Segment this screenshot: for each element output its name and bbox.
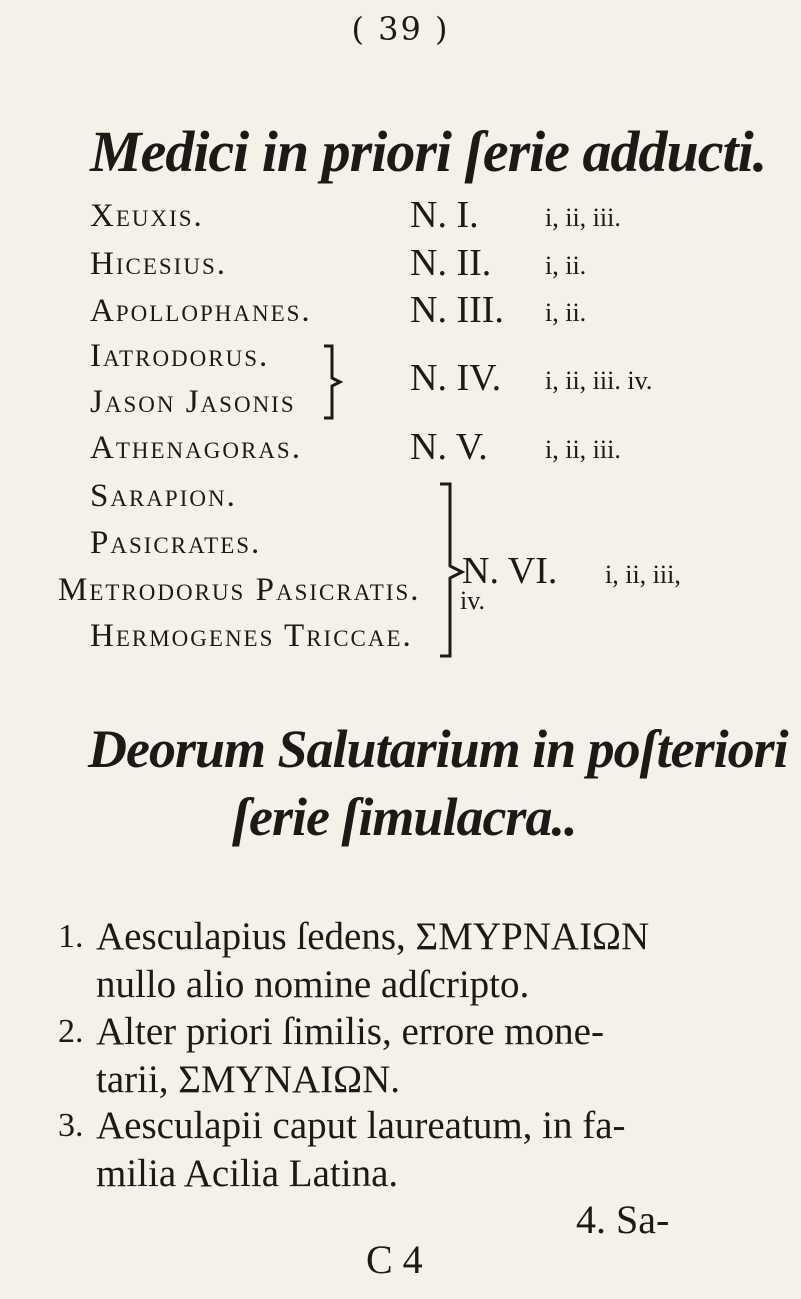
physician-name: Metrodorus Pasicratis.: [58, 572, 421, 608]
physician-name: Iatrodorus.: [90, 338, 270, 374]
coin-refs: i, ii, iii.: [545, 203, 621, 232]
physician-name: Xeuxis.: [90, 198, 204, 234]
coin-number: N. IV.: [410, 357, 502, 399]
brace-icon: [320, 342, 344, 422]
coin-number: N. I.: [410, 194, 479, 236]
physician-name: Hermogenes Triccae.: [90, 618, 413, 654]
physician-name: Sarapion.: [90, 478, 237, 514]
coin-number: N. II.: [410, 242, 492, 284]
item-text: Aesculapii caput laureatum, in fa-: [96, 1104, 626, 1147]
section-heading: Deorum Salutarium in poſteriori: [88, 719, 788, 779]
physician-name: Hicesius.: [90, 246, 227, 282]
section-heading-continued: ſerie ſimulacra..: [232, 787, 577, 847]
physician-name: Athenagoras.: [90, 430, 302, 466]
coin-number: N. VI.: [462, 550, 558, 592]
item-number: 1.: [58, 918, 84, 955]
item-number: 3.: [58, 1107, 84, 1144]
item-text: tarii, ΣΜΥΝΑΙΩΝ.: [96, 1058, 401, 1101]
physician-name: Apollophanes.: [90, 293, 312, 329]
catchword: 4. Sa-: [576, 1197, 670, 1242]
item-text: Aesculapius ſedens, ΣΜΥΡΝΑΙΩΝ: [96, 915, 650, 958]
item-text: milia Acilia Latina.: [96, 1152, 399, 1195]
coin-refs: i, ii.: [545, 298, 587, 327]
coin-refs: i, ii.: [545, 251, 587, 280]
coin-refs: i, ii, iii,: [605, 560, 681, 589]
item-text: nullo alio nomine adſcripto.: [96, 963, 530, 1006]
signature-mark: C 4: [366, 1237, 423, 1282]
coin-number: N. III.: [410, 289, 504, 331]
item-text: Alter priori ſimilis, errore mone-: [96, 1010, 604, 1053]
physician-name: Jason Jasonis: [90, 384, 296, 420]
page-number: ( 39 ): [351, 10, 450, 48]
coin-number: N. V.: [410, 426, 488, 468]
item-number: 2.: [58, 1013, 84, 1050]
page-title: Medici in priori ſerie adducti.: [90, 119, 767, 184]
coin-refs: i, ii, iii. iv.: [545, 366, 653, 395]
coin-refs: i, ii, iii.: [545, 435, 621, 464]
coin-refs-extra: iv.: [460, 586, 486, 615]
physician-name: Pasicrates.: [90, 525, 262, 561]
